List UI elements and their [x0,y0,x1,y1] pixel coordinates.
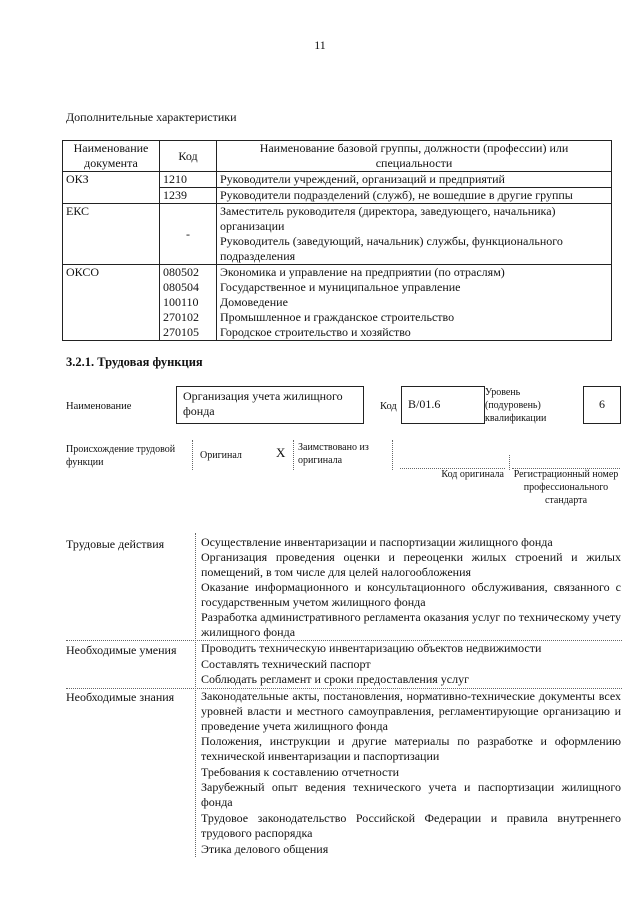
knowledge-item-2: Положения, инструкции и другие материалы по разработке и оформлению технической инвентаризации и паспортизации [201,734,621,763]
knowledge-item-3: Требования к составлению отчетности [201,765,400,779]
header-doc: Наименование документа [63,141,160,172]
dotted-divider [293,440,294,470]
okso-name-2: Государственное и муниципальное управление [220,280,461,294]
original-mark: Х [276,445,286,460]
eks-name-1: Заместитель руководителя (директора, заведующего, начальника) организации [220,204,556,233]
table-row [63,172,612,188]
activity-item-1: Осуществление инвентаризации и паспортизации жилищного фонда [201,535,553,549]
skills-label: Необходимые умения [66,643,177,657]
okso-name-5: Городское строительство и хозяйство [220,325,411,339]
skill-item-1: Проводить техническую инвентаризацию объектов недвижимости [201,641,542,655]
header-code: Код [160,141,217,172]
name-label: Наименование [66,401,132,412]
activities-label: Трудовые действия [66,537,165,551]
dotted-divider [192,440,193,470]
eks-name-2: Руководитель (заведующий, начальник) службы, функционального подразделения [220,234,563,263]
code-original-label: Код оригинала [441,469,504,480]
level-value: 6 [599,397,605,411]
function-heading: 3.2.1. Трудовая функция [66,355,203,369]
level-label: Уровень (подуровень) квалификации [485,387,547,424]
eks-names [217,204,612,265]
eks-code: - [160,204,217,265]
code-value: В/01.6 [408,397,441,411]
reg-number-label: Регистрационный номер профессионального стандарта [513,469,619,506]
okso-code-1: 080502 [163,265,199,279]
okso-codes [160,265,217,341]
okz-name-1: Руководители учреждений, организаций и предприятий [217,172,612,188]
table-row [63,265,612,341]
header-name: Наименование базовой группы, должности (профессии) или специальности [217,141,612,172]
knowledge-item-1: Законодательные акты, постановления, нормативно-технические документы всех уровней власти и местного самоуправления, регламентирующие организацию и проведение учета жилищного фонда [201,689,621,733]
page-number: 11 [314,38,326,52]
borrowed-label: Заимствовано из оригинала [298,442,369,466]
function-name-value: Организация учета жилищного фонда [183,389,343,418]
activity-item-4: Разработка административного регламента оказания услуг по техническому учету жилищного фонда [201,610,621,639]
okso-names [217,265,612,341]
eks-doc: ЕКС [63,204,160,265]
okz-code-1: 1210 [160,172,217,188]
level-box [583,386,621,424]
section-title: Дополнительные характеристики [66,110,237,124]
knowledge-item-5: Трудовое законодательство Российской Федерации и правила внутреннего трудового распорядка [201,811,621,840]
okz-code-2: 1239 [160,188,217,204]
okz-name-2: Руководители подразделений (служб), не вошедшие в другие группы [217,188,612,204]
dotted-divider [392,440,393,470]
function-name-box [176,386,364,424]
okso-code-3: 100110 [163,295,199,309]
origin-label: Происхождение трудовой функции [66,444,176,468]
okso-code-2: 080504 [163,280,199,294]
activity-item-2: Организация проведения оценки и переоценки жилых строений и жилых помещений, в том числе для целей налогообложения [201,550,621,579]
okso-doc: ОКСО [63,265,160,341]
skill-item-3: Соблюдать регламент и сроки предоставления услуг [201,672,469,686]
table-row [63,204,612,265]
original-label: Оригинал [200,450,242,461]
knowledge-item-4: Зарубежный опыт ведения технического учета и паспортизации жилищного фонда [201,780,621,809]
code-box [401,386,485,424]
okz-doc: ОКЗ [63,172,160,204]
skill-item-2: Составлять технический паспорт [201,657,371,671]
code-label: Код [380,401,397,412]
okso-code-5: 270105 [163,325,199,339]
okso-name-1: Экономика и управление на предприятии (по отраслям) [220,265,505,279]
knowledge-label: Необходимые знания [66,690,175,704]
knowledge-item-6: Этика делового общения [201,842,329,856]
okso-name-4: Промышленное и гражданское строительство [220,310,455,324]
okso-code-4: 270102 [163,310,199,324]
table-header-row [63,141,612,172]
okso-name-3: Домоведение [220,295,288,309]
classification-table [62,140,612,341]
activity-item-3: Оказание информационного и консультационного обслуживания, связанного с государственным учетом жилищного фонда [201,580,621,609]
section-divider [195,533,196,857]
